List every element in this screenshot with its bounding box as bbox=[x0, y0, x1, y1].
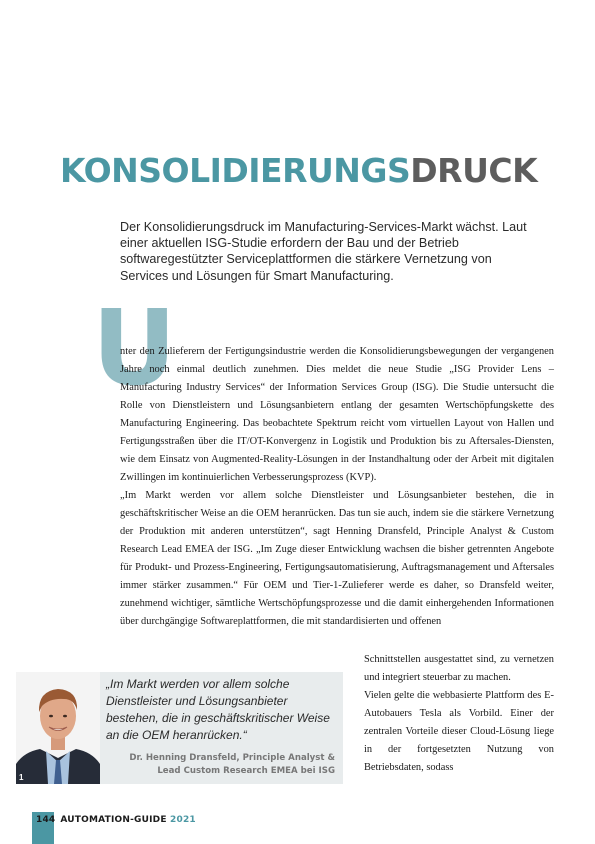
article-paragraph-2: „Im Markt werden vor allem solche Dienstleister und Lösungsanbieter bestehen, die in geschäftskritischer Weise an die OEM heranrücken. Das tun sie auch, indem sie die stärkere Vernetzung der Produktion mit anderen unterstützen“, sagt Henning Dransfeld, Principle Analyst & Custom Research Lead EMEA der ISG. „Im Zuge dieser Entwicklung wachsen die bisher getrennten Angebote für Produkt- und Prozess-Engineering, Fertigungsautomatisierung, Auftragsmanagement und Aftersales immer stärker zusammen.“ Für OEM und Tier-1-Zulieferer werde es daher, so Dransfeld weiter, zunehmend wichtiger, sämtliche Wertschöpfungsprozesse und die damit einhergehenden Informationen über durchgängige Softwareplattformen, die mit standardisierten und offenen bbox=[120, 490, 554, 627]
publication-year: 2021 bbox=[170, 815, 196, 825]
lead-paragraph: Der Konsolidierungsdruck im Manufacturing-Services-Markt wächst. Laut einer aktuellen ISG-Studie erfordern der Bau und der Betrieb softwaregestützter Serviceplattformen die stärkere Vernetzung von Services und Lösungen für Smart Manufacturing. bbox=[120, 220, 527, 283]
headline-part-accent: KONSOLIDIERUNGS bbox=[60, 151, 411, 190]
article-paragraph-1: nter den Zulieferern der Fertigungsindustrie werden die Konsolidierungsbewegungen der vergangenen Jahre noch einmal deutlich zunehmen. Dies meldet die neue Studie „ISG Provider Lens – Manufacturing Industry Services“ der Information Services Group (ISG). Die Studie untersucht die Rolle von Dienstleistern und Lösungsanbietern entlang der gesamten Wertschöpfungskette des Manufacturing Engineering. Das beobachtete Spektrum reicht vom virtuellen Layout von Hallen und Fertigungsstraßen über die IT/OT-Konvergenz in Logistik und Produktion bis zu Aftersales-Diensten, wie dem Einsatz von Augmented-Reality-Lösungen in der Instandhaltung oder der Arbeit mit digitalen Zwillingen im kontinuierlichen Verbesserungsprozess (KVP). bbox=[120, 346, 554, 483]
page-number: 144 bbox=[36, 815, 56, 825]
pull-quote-box bbox=[100, 672, 343, 784]
photo-number: 1 bbox=[19, 773, 24, 782]
attribution-line-2: Lead Custom Research EMEA bei ISG bbox=[157, 765, 335, 776]
portrait-illustration bbox=[16, 672, 100, 784]
page-footer bbox=[36, 815, 196, 825]
article-body-continued bbox=[364, 651, 554, 777]
pull-quote-text: „Im Markt werden vor allem solche Dienstleister und Lösungsanbieter bestehen, die in geschäftskritischer Weise an die OEM heranrücken.“ bbox=[106, 677, 330, 742]
headline-part-dark: DRUCK bbox=[410, 151, 538, 190]
article-paragraph-2-continued: Schnittstellen ausgestattet sind, zu vernetzen und integriert steuerbar zu machen. bbox=[364, 654, 554, 683]
publication-name: AUTOMATION-GUIDE bbox=[60, 815, 167, 825]
headline bbox=[60, 151, 538, 190]
article-body bbox=[120, 343, 554, 631]
article-paragraph-3: Vielen gelte die webbasierte Plattform des E-Autobauers Tesla als Vorbild. Einer der zentralen Vorteile dieser Cloud-Lösung liege in der fortgesetzten Nutzung von Betriebsdaten, sodass bbox=[364, 690, 554, 773]
pull-quote-attribution bbox=[105, 752, 335, 777]
dropcap-letter: U bbox=[92, 287, 177, 409]
attribution-line-1: Dr. Henning Dransfeld, Principle Analyst & bbox=[129, 753, 335, 763]
portrait-photo bbox=[16, 672, 100, 784]
